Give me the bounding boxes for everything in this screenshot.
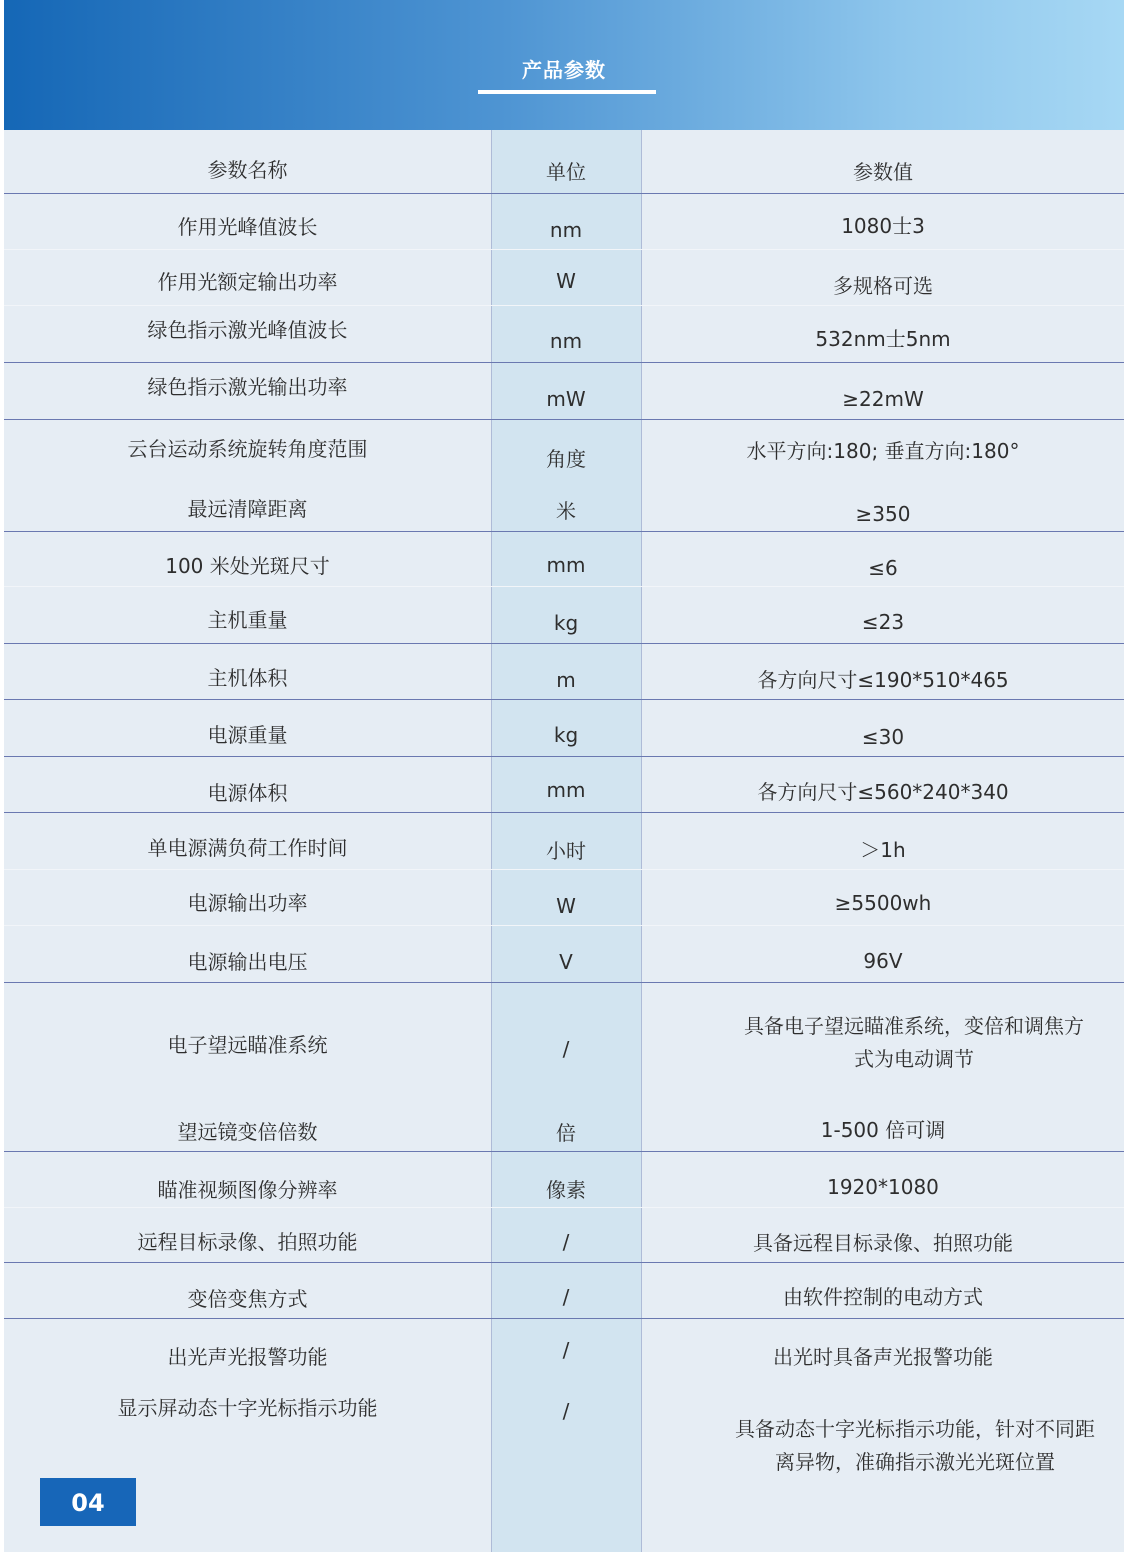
page-title: 产品参数 bbox=[522, 58, 606, 82]
table-row bbox=[4, 757, 1124, 813]
param-unit: nm bbox=[549, 218, 583, 242]
table-row bbox=[4, 306, 1124, 363]
param-unit: W bbox=[556, 269, 576, 293]
param-name: 绿色指示激光输出功率 bbox=[147, 375, 348, 399]
param-value: ≤23 bbox=[861, 610, 905, 634]
param-unit: W bbox=[556, 894, 576, 918]
param-unit: / bbox=[562, 1285, 570, 1309]
param-unit: mW bbox=[546, 387, 586, 411]
table-row bbox=[4, 194, 1124, 250]
param-value: 1920*1080 bbox=[827, 1175, 939, 1199]
param-unit: mm bbox=[546, 778, 586, 802]
param-unit: / bbox=[562, 1230, 570, 1254]
title-underline bbox=[478, 90, 656, 94]
param-unit: kg bbox=[553, 611, 579, 635]
param-unit: / bbox=[562, 1338, 570, 1362]
param-value: ＞1h bbox=[860, 838, 906, 862]
table-row bbox=[4, 1208, 1124, 1263]
param-value: ≥5500wh bbox=[834, 891, 932, 915]
param-value: 1080士3 bbox=[841, 214, 925, 238]
param-unit: mm bbox=[546, 553, 586, 577]
param-unit: / bbox=[562, 1037, 570, 1061]
param-name: 出光声光报警功能 bbox=[167, 1345, 328, 1369]
param-name: 电源体积 bbox=[207, 781, 288, 805]
param-unit: 像素 bbox=[546, 1178, 586, 1202]
param-value: 出光时具备声光报警功能 bbox=[773, 1345, 993, 1369]
param-unit: 倍 bbox=[556, 1121, 576, 1145]
table-row bbox=[4, 870, 1124, 926]
table-row bbox=[4, 250, 1124, 306]
param-unit: 米 bbox=[556, 499, 576, 523]
param-name: 望远镜变倍倍数 bbox=[177, 1120, 318, 1144]
table-row bbox=[4, 532, 1124, 587]
header-banner bbox=[4, 0, 1124, 130]
param-name: 瞄准视频图像分辨率 bbox=[157, 1178, 338, 1202]
param-value: 1-500 倍可调 bbox=[820, 1118, 946, 1142]
param-name: 电源重量 bbox=[207, 723, 288, 747]
param-unit: nm bbox=[549, 329, 583, 353]
param-value: 水平方向:180; 垂直方向:180° bbox=[746, 439, 1020, 463]
param-name: 电源输出功率 bbox=[187, 891, 308, 915]
table-row bbox=[4, 587, 1124, 644]
param-unit: V bbox=[559, 950, 573, 974]
param-unit: 角度 bbox=[546, 447, 586, 471]
param-unit: 小时 bbox=[546, 839, 586, 863]
header-unit: 单位 bbox=[546, 160, 586, 184]
param-name: 远程目标录像、拍照功能 bbox=[137, 1230, 358, 1254]
header-value: 参数值 bbox=[853, 160, 913, 184]
param-name: 作用光额定输出功率 bbox=[157, 270, 338, 294]
param-value: ≥350 bbox=[855, 502, 911, 526]
param-name: 作用光峰值波长 bbox=[177, 215, 318, 239]
param-value: 由软件控制的电动方式 bbox=[783, 1285, 983, 1309]
table-row bbox=[4, 813, 1124, 870]
param-name: 主机重量 bbox=[207, 608, 288, 632]
table-row bbox=[4, 983, 1124, 1152]
param-value: 各方向尺寸≤560*240*340 bbox=[757, 780, 1009, 804]
param-value: ≤30 bbox=[861, 725, 905, 749]
table-row bbox=[4, 1263, 1124, 1319]
param-value: ≥22mW bbox=[842, 387, 924, 411]
param-name: 电子望远瞄准系统 bbox=[167, 1033, 328, 1057]
table-row bbox=[4, 1319, 1124, 1552]
param-value: 具备远程目标录像、拍照功能 bbox=[753, 1231, 1013, 1255]
param-name: 最远清障距离 bbox=[187, 497, 308, 521]
page-number-badge: 04 bbox=[40, 1478, 136, 1526]
table-row bbox=[4, 420, 1124, 532]
param-unit: m bbox=[556, 668, 576, 692]
table-row bbox=[4, 644, 1124, 700]
param-value: 532nm士5nm bbox=[815, 327, 951, 351]
param-name: 主机体积 bbox=[207, 666, 288, 690]
param-value: 多规格可选 bbox=[833, 274, 933, 298]
table-row bbox=[4, 926, 1124, 983]
table-row bbox=[4, 700, 1124, 757]
param-name: 100 米处光斑尺寸 bbox=[165, 554, 330, 578]
param-value: ≤6 bbox=[868, 556, 898, 580]
param-unit: kg bbox=[553, 723, 579, 747]
param-unit: / bbox=[562, 1399, 570, 1423]
table-row bbox=[4, 363, 1124, 420]
param-name: 显示屏动态十字光标指示功能 bbox=[117, 1396, 378, 1420]
table-row bbox=[4, 1152, 1124, 1208]
table-header-row bbox=[4, 130, 1124, 194]
param-name: 电源输出电压 bbox=[187, 950, 308, 974]
param-name: 变倍变焦方式 bbox=[187, 1287, 308, 1311]
param-value: 各方向尺寸≤190*510*465 bbox=[757, 668, 1009, 692]
param-value: 具备电子望远瞄准系统，变倍和调焦方式为电动调节 bbox=[744, 1014, 1084, 1071]
param-name: 绿色指示激光峰值波长 bbox=[147, 318, 348, 342]
param-value: 96V bbox=[863, 949, 903, 973]
param-name: 云台运动系统旋转角度范围 bbox=[127, 437, 368, 461]
param-value: 具备动态十字光标指示功能，针对不同距离异物，准确指示激光光斑位置 bbox=[735, 1417, 1095, 1474]
param-name: 单电源满负荷工作时间 bbox=[147, 836, 348, 860]
header-name: 参数名称 bbox=[207, 158, 288, 182]
